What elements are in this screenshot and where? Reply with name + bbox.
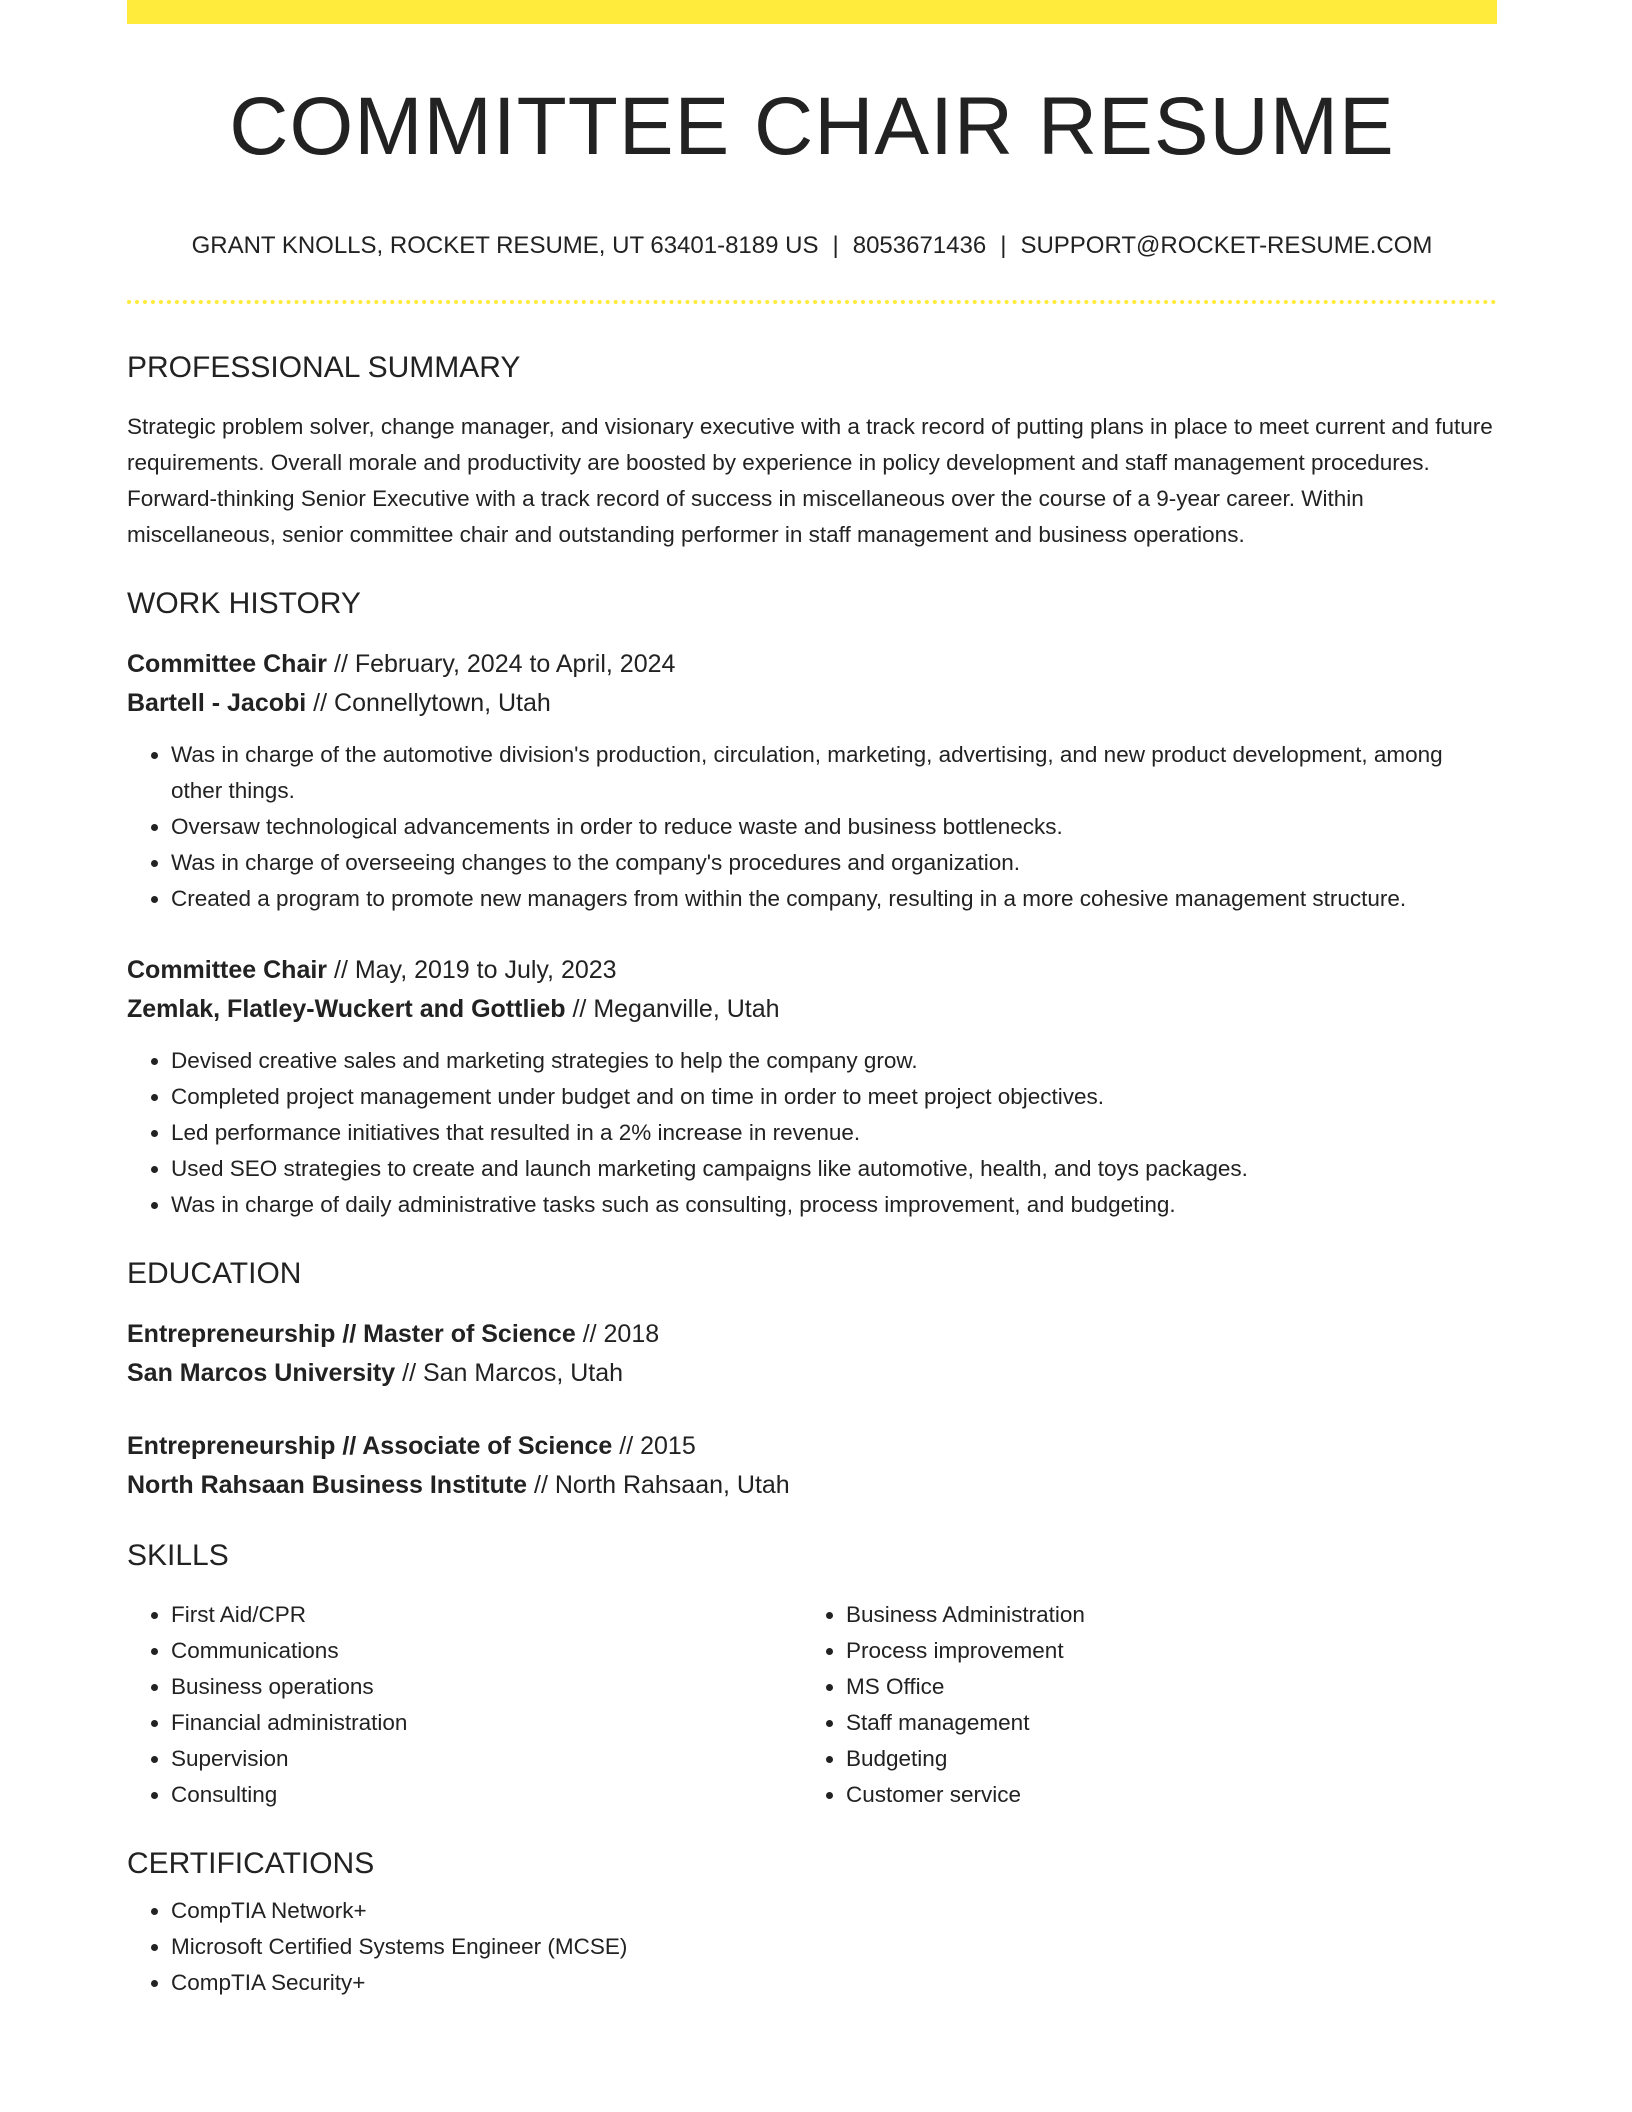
summary-text: Strategic problem solver, change manager, and visionary executive with a track record of putting plans in place to meet current and future requirements. Overall morale and productivity are boosted by experience in policy development and staff management procedures. Forward-thinking Senior Executive with a track record of success in miscellaneous over the course of a 9-year career. Within miscellaneous, senior committee chair and outstanding performer in staff management and business operations. <box>127 414 1493 547</box>
education-year: // 2015 <box>612 1432 696 1460</box>
skill-item: • Customer service <box>846 1777 1477 1813</box>
job-bullet: • Led performance initiatives that resulted in a 2% increase in revenue. <box>171 1115 1497 1151</box>
education-school: San Marcos University <box>127 1359 396 1387</box>
skills-list-left <box>127 1597 802 1813</box>
job-bullet: • Used SEO strategies to create and launch marketing campaigns like automotive, health, and toys packages. <box>171 1151 1497 1187</box>
accent-top-bar <box>127 0 1497 24</box>
skill-item: • First Aid/CPR <box>171 1597 802 1633</box>
education-degree: Entrepreneurship // Associate of Science <box>127 1432 613 1460</box>
job-bullet: • Was in charge of overseeing changes to the company's procedures and organization. <box>171 845 1497 881</box>
education-location: // North Rahsaan, Utah <box>527 1471 790 1499</box>
certifications-list <box>127 1893 1497 2001</box>
education-degree-line <box>127 1427 1497 1466</box>
education-school: North Rahsaan Business Institute <box>127 1471 528 1499</box>
job-bullet: • Was in charge of daily administrative tasks such as consulting, process improvement, and budgeting. <box>171 1187 1497 1223</box>
education-heading: EDUCATION <box>127 1257 302 1290</box>
skill-item: • Consulting <box>171 1777 802 1813</box>
education-school-line <box>127 1466 1497 1505</box>
job-title-line <box>127 645 1497 684</box>
job-bullet: • Completed project management under budget and on time in order to meet project objectives. <box>171 1079 1497 1115</box>
education-year: // 2018 <box>575 1320 660 1348</box>
job-bullet: • Was in charge of the automotive division's production, circulation, marketing, advertising, and new product development, among other things. <box>171 737 1497 809</box>
job-entry <box>127 645 1497 917</box>
contact-line <box>127 234 1497 258</box>
job-bullet: • Devised creative sales and marketing strategies to help the company grow. <box>171 1043 1497 1079</box>
skill-item: • MS Office <box>846 1669 1477 1705</box>
job-bullet: • Created a program to promote new managers from within the company, resulting in a more cohesive management structure. <box>171 881 1497 917</box>
job-dates: // February, 2024 to April, 2024 <box>327 650 676 678</box>
skills-list-right <box>802 1597 1477 1813</box>
dotted-divider <box>127 300 1497 304</box>
contact-separator: | <box>832 232 839 259</box>
education-degree: Entrepreneurship // Master of Science <box>127 1320 576 1348</box>
job-bullet-list <box>127 737 1497 917</box>
job-title: Committee Chair <box>127 650 328 678</box>
work-history-heading: WORK HISTORY <box>127 587 361 620</box>
job-company: Bartell - Jacobi <box>127 689 307 717</box>
education-location: // San Marcos, Utah <box>395 1359 624 1387</box>
contact-email: SUPPORT@ROCKET-RESUME.COM <box>1020 232 1433 259</box>
job-title: Committee Chair <box>127 956 328 984</box>
education-entry <box>127 1427 1497 1505</box>
job-dates: // May, 2019 to July, 2023 <box>327 956 617 984</box>
contact-separator: | <box>1000 232 1007 259</box>
education-degree-line <box>127 1315 1497 1354</box>
job-company: Zemlak, Flatley-Wuckert and Gottlieb <box>127 995 566 1023</box>
summary-heading: PROFESSIONAL SUMMARY <box>127 351 521 384</box>
resume-page <box>127 0 1497 2001</box>
certification-item: • CompTIA Security+ <box>171 1965 1497 2001</box>
job-bullet-list <box>127 1043 1497 1223</box>
skill-item: • Communications <box>171 1633 802 1669</box>
skill-item: • Business operations <box>171 1669 802 1705</box>
skill-item: • Staff management <box>846 1705 1477 1741</box>
job-company-line <box>127 990 1497 1029</box>
job-bullet: • Oversaw technological advancements in order to reduce waste and business bottlenecks. <box>171 809 1497 845</box>
resume-title: COMMITTEE CHAIR RESUME <box>229 81 1395 172</box>
job-entry <box>127 951 1497 1223</box>
education-school-line <box>127 1354 1497 1393</box>
skill-item: • Financial administration <box>171 1705 802 1741</box>
job-location: // Connellytown, Utah <box>306 689 551 717</box>
certification-item: • Microsoft Certified Systems Engineer (MCSE) <box>171 1929 1497 1965</box>
job-title-line <box>127 951 1497 990</box>
education-entry <box>127 1315 1497 1393</box>
skill-item: • Process improvement <box>846 1633 1477 1669</box>
skill-item: • Budgeting <box>846 1741 1477 1777</box>
job-company-line <box>127 684 1497 723</box>
contact-address: GRANT KNOLLS, ROCKET RESUME, UT 63401-8189 US <box>191 232 819 259</box>
contact-phone: 8053671436 <box>852 232 987 259</box>
skills-heading: SKILLS <box>127 1539 229 1572</box>
certification-item: • CompTIA Network+ <box>171 1893 1497 1929</box>
skills-grid <box>127 1597 1497 1813</box>
skill-item: • Business Administration <box>846 1597 1477 1633</box>
job-location: // Meganville, Utah <box>565 995 780 1023</box>
certifications-heading: CERTIFICATIONS <box>127 1847 375 1880</box>
skill-item: • Supervision <box>171 1741 802 1777</box>
